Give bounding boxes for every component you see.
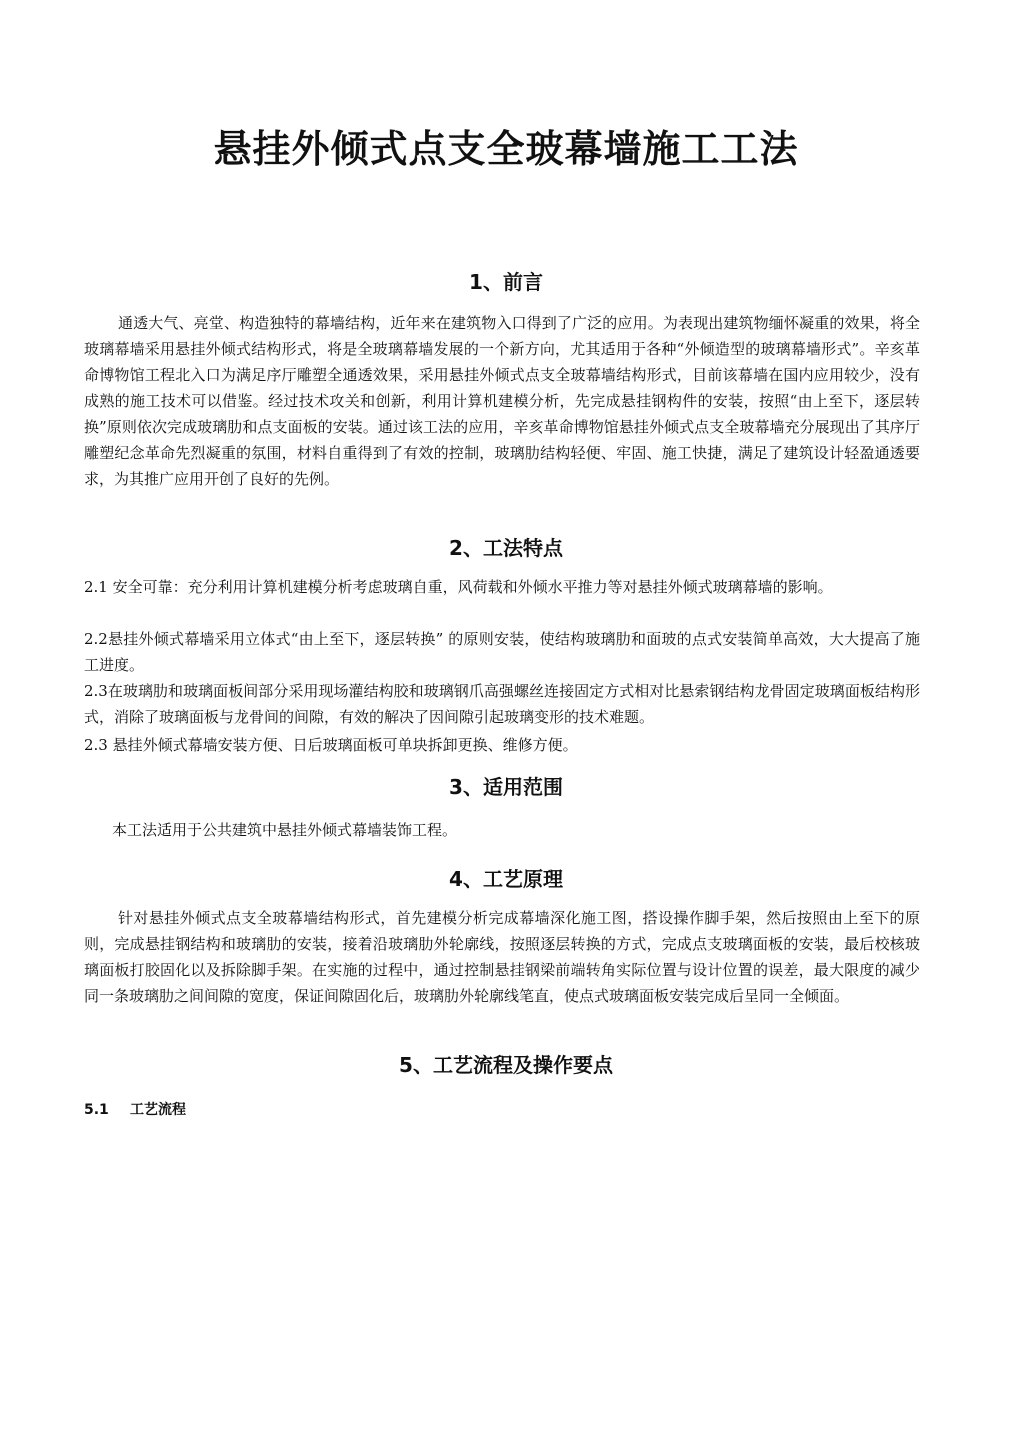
feature-item-2: 2.2悬挂外倾式幕墙采用立体式“由上至下，逐层转换” 的原则安装，使结构玻璃肋和面玻的点式安装简单高效，大大提高了施工进度。 [84, 630, 920, 674]
section-heading-principle: 4、工艺原理 [449, 867, 563, 891]
feature-item-4: 2.3 悬挂外倾式幕墙安装方便、日后玻璃面板可单块拆卸更换、维修方便。 [84, 736, 578, 754]
feature-item-1: 2.1 安全可靠：充分利用计算机建模分析考虑玻璃自重，风荷载和外倾水平推力等对悬挂外倾式玻璃幕墙的影响。 [84, 578, 833, 596]
scope-paragraph: 本工法适用于公共建筑中悬挂外倾式幕墙装饰工程。 [112, 821, 458, 839]
section-heading-process: 5、工艺流程及操作要点 [399, 1053, 613, 1077]
section-heading-features: 2、工法特点 [449, 536, 563, 560]
feature-item-3: 2.3在玻璃肋和玻璃面板间部分采用现场灌结构胶和玻璃钢爪高强螺丝连接固定方式相对比悬索钢结构龙骨固定玻璃面板结构形式，消除了玻璃面板与龙骨间的间隙，有效的解决了因间隙引起玻璃变形的技术难题。 [84, 682, 920, 726]
section-heading-preface: 1、前言 [469, 270, 543, 294]
subsection-title: 工艺流程 [130, 1102, 186, 1118]
section-heading-scope: 3、适用范围 [449, 775, 563, 799]
principle-paragraph: 针对悬挂外倾式点支全玻幕墙结构形式，首先建模分析完成幕墙深化施工图，搭设操作脚手架，然后按照由上至下的原则，完成悬挂钢结构和玻璃肋的安装，接着沿玻璃肋外轮廓线，按照逐层转换的方式，完成点支玻璃面板的安装，最后校核玻璃面板打胶固化以及拆除脚手架。在实施的过程中，通过控制悬挂钢梁前端转角实际位置与设计位置的误差，最大限度的减少同一条玻璃肋之间间隙的宽度，保证间隙固化后，玻璃肋外轮廓线笔直，使点式玻璃面板安装完成后呈同一全倾面。 [84, 909, 920, 1005]
subsection-number: 5.1 [84, 1102, 109, 1118]
subsection-heading-process-flow [84, 1099, 186, 1121]
preface-paragraph: 通透大气、亮堂、构造独特的幕墙结构，近年来在建筑物入口得到了广泛的应用。为表现出建筑物缅怀凝重的效果，将全玻璃幕墙采用悬挂外倾式结构形式，将是全玻璃幕墙发展的一个新方向，尤其适用于各种“外倾造型的玻璃幕墙形式”。辛亥革命博物馆工程北入口为满足序厅雕塑全通透效果，采用悬挂外倾式点支全玻幕墙结构形式，目前该幕墙在国内应用较少，没有成熟的施工技术可以借鉴。经过技术攻关和创新，利用计算机建模分析，先完成悬挂钢构件的安装，按照“由上至下，逐层转换”原则依次完成玻璃肋和点支面板的安装。通过该工法的应用，辛亥革命博物馆悬挂外倾式点支全玻幕墙充分展现出了其序厅雕塑纪念革命先烈凝重的氛围，材料自重得到了有效的控制，玻璃肋结构轻便、牢固、施工快捷，满足了建筑设计轻盈通透要求，为其推广应用开创了良好的先例。 [84, 314, 920, 488]
document-title: 悬挂外倾式点支全玻幕墙施工工法 [213, 127, 799, 171]
